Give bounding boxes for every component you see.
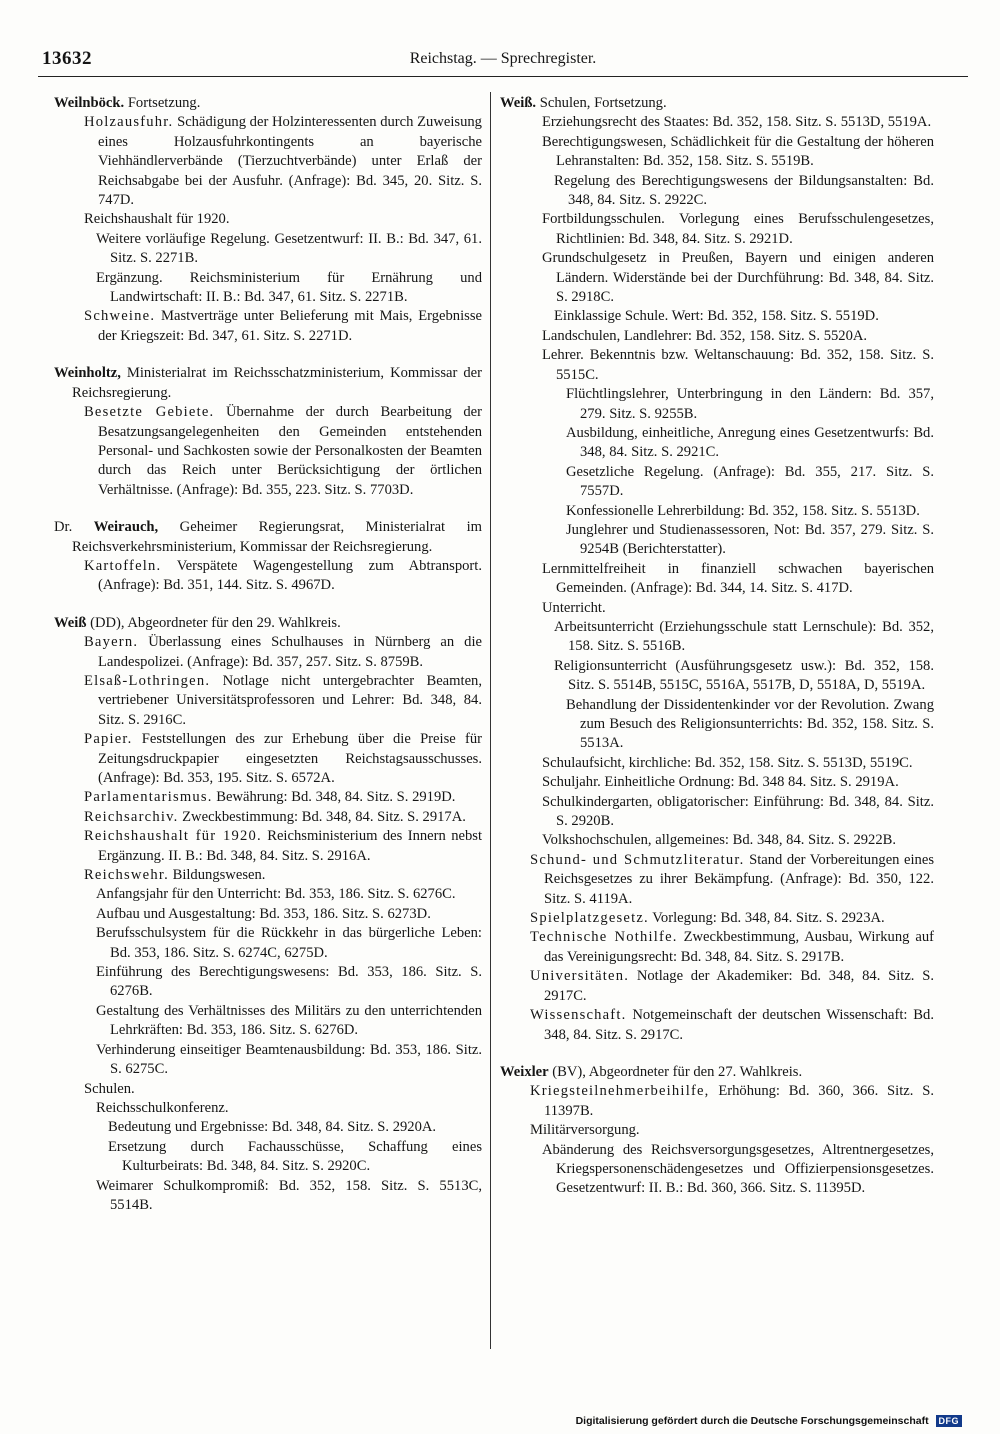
page-number: 13632: [42, 48, 92, 69]
subentry: Junglehrer und Studienassessoren, Not: Bd. 357, 279. Sitz. S. 9254B (Berichterstatter).: [566, 521, 934, 558]
subentry: Erziehungsrecht des Staates: Bd. 352, 158. Sitz. S. 5513D, 5519A.: [542, 114, 932, 131]
subentry: Reichswehr. Bildungswesen.: [84, 867, 266, 884]
subentry: Kriegsteilnehmerbeihilfe, Erhöhung: Bd. 360, 366. Sitz. S. 11397B.: [530, 1083, 934, 1119]
subentry: Reichshaushalt für 1920.: [84, 211, 230, 228]
subentry: Unterricht.: [542, 599, 606, 616]
header-rule: [38, 76, 968, 77]
subentry: Besetzte Gebiete. Übernahme der durch Bearbeitung der Besatzungsangelegenheiten den Gemeinden entstehenden Personal- und Sachkosten sowie der Personalkosten der Beamten durch das Reich unter Berücksichtigung der örtlichen Verhältnisse. (Anfrage): Bd. 355, 223. Sitz. S. 7703D.: [84, 404, 482, 498]
footer-text: Digitalisierung gefördert durch die Deutsche Forschungsgemeinschaft: [575, 1415, 929, 1427]
subentry: Schulkindergarten, obligatorischer: Einführung: Bd. 348, 84. Sitz. S. 2920B.: [542, 793, 934, 830]
right-column: [500, 94, 934, 1199]
keyword: Reichswehr.: [84, 867, 169, 884]
entry-weiss-continued: Weiß. Schulen, Fortsetzung.: [500, 95, 667, 111]
keyword: Kartoffeln.: [84, 557, 162, 574]
keyword: Holzausfuhr.: [84, 114, 174, 131]
running-title: Reichstag. — Sprechregister.: [409, 50, 597, 67]
subentry: Schuljahr. Einheitliche Ordnung: Bd. 348 84. Sitz. S. 2919A.: [542, 774, 899, 791]
subentry: Konfessionelle Lehrerbildung: Bd. 352, 158. Sitz. S. 5513D.: [566, 502, 920, 519]
keyword: Besetzte Gebiete.: [84, 404, 215, 421]
keyword: Elsaß-Lothringen.: [84, 672, 211, 689]
subentry: Reichsschulkonferenz.: [96, 1099, 229, 1116]
entry-weinholtz: Weinholtz, Ministerialrat im Reichsschatzministerium, Kommissar der Reichsregierung.: [54, 365, 482, 401]
subentry: Arbeitsunterricht (Erziehungsschule statt Lernschule): Bd. 352, 158. Sitz. S. 5516B.: [554, 618, 934, 655]
subentry: Schund- und Schmutzliteratur. Stand der Vorbereitungen eines Reichsgesetzes zu ihrer Bekämpfung. (Anfrage): Bd. 350, 122. Sitz. S. 4119A.: [530, 851, 935, 907]
subentry: Spielplatzgesetz. Vorlegung: Bd. 348, 84. Sitz. S. 2923A.: [530, 910, 885, 927]
subentry: Anfangsjahr für den Unterricht: Bd. 353, 186. Sitz. S. 6276C.: [96, 886, 456, 903]
keyword: Bayern.: [84, 634, 139, 651]
subentry: Aufbau und Ausgestaltung: Bd. 353, 186. Sitz. S. 6273D.: [96, 905, 431, 922]
entry-weirauch: Dr. Weirauch, Geheimer Regierungsrat, Ministerialrat im Reichsverkehrsministerium, Kommissar der Reichsregierung.: [54, 519, 482, 555]
subentry: Militärversorgung.: [530, 1122, 640, 1139]
subentry: Papier. Feststellungen des zur Erhebung über die Preise für Zeitungsdruckpapier eingesetzten Reichstagsausschusses. (Anfrage): Bd. 353, 195. Sitz. S. 6572A.: [84, 731, 482, 786]
subentry: Kartoffeln. Verspätete Wagengestellung zum Abtransport. (Anfrage): Bd. 351, 144. Sitz. S. 4967D.: [84, 557, 482, 594]
subentry: Weitere vorläufige Regelung. Gesetzentwurf: II. B.: Bd. 347, 61. Sitz. S. 2271B.: [96, 230, 482, 267]
subentry: Landschulen, Landlehrer: Bd. 352, 158. Sitz. S. 5520A.: [542, 327, 868, 344]
subentry: Grundschulgesetz in Preußen, Bayern und einigen anderen Ländern. Widerstände bei der Durchführung: Bd. 348, 84. Sitz. S. 2918C.: [542, 250, 934, 306]
entry-name: Weiß: [54, 614, 87, 631]
subentry: Holzausfuhr. Schädigung der Holzinteressenten durch Zuweisung eines Holzausfuhrkontingents an bayerische Viehhändlerverbände (Tierzuchtverbände) unter Erlaß der Reichsabgabe bei der Ausfuhr. (Anfrage): Bd. 345, 20. Sitz. S. 747D.: [84, 114, 482, 209]
entry-weiss: Weiß (DD), Abgeordneter für den 29. Wahlkreis.: [54, 614, 341, 631]
subentry: Technische Nothilfe. Zweckbestimmung, Ausbau, Wirkung auf das Vereinigungsrecht: Bd. 348, 84. Sitz. S. 2917B.: [530, 929, 934, 965]
subentry: Regelung des Berechtigungswesens der Bildungsanstalten: Bd. 348, 84. Sitz. S. 2922C.: [554, 172, 934, 209]
subentry: Bedeutung und Ergebnisse: Bd. 348, 84. Sitz. S. 2920A.: [108, 1119, 437, 1136]
subentry: Bayern. Überlassung eines Schulhauses in Nürnberg an die Landespolizei. (Anfrage): Bd. 357, 257. Sitz. S. 8759B.: [84, 634, 482, 670]
subentry: Gestaltung des Verhältnisses des Militärs zu den unterrichtenden Lehrkräften: Bd. 353, 186. Sitz. S. 6276D.: [96, 1002, 482, 1039]
subentry: Wissenschaft. Notgemeinschaft der deutschen Wissenschaft: Bd. 348, 84. Sitz. S. 2917C.: [530, 1007, 934, 1043]
entry-name: Weinholtz,: [54, 365, 121, 382]
keyword: Schund- und Schmutzliteratur.: [530, 851, 745, 868]
subentry: Schweine. Mastverträge unter Belieferung mit Mais, Ergebnisse der Kriegszeit: Bd. 347, 61. Sitz. S. 2271D.: [84, 308, 482, 344]
keyword: Schweine.: [84, 308, 156, 325]
subentry: Fortbildungsschulen. Vorlegung eines Berufsschulengesetzes, Richtlinien: Bd. 348, 84. Sitz. S. 2921D.: [542, 211, 934, 247]
entry-name: Weixler: [500, 1063, 549, 1080]
keyword: Parlamentarismus.: [84, 789, 213, 806]
entry-name: Weilnböck.: [54, 95, 125, 111]
keyword: Papier.: [84, 731, 133, 748]
subentry: Verhinderung einseitiger Beamtenausbildung: Bd. 353, 186. Sitz. S. 6275C.: [96, 1041, 482, 1078]
subentry: Abänderung des Reichsversorgungsgesetzes, Altrentnergesetzes, Kriegspersonenschädengesetzes und Offizierpensionsgesetzes. Gesetzentwurf: II. B.: Bd. 360, 366. Sitz. S. 11395D.: [542, 1141, 934, 1197]
entry-weixler: Weixler (BV), Abgeordneter für den 27. Wahlkreis.: [500, 1063, 803, 1080]
dfg-logo: DFG: [936, 1415, 963, 1427]
subentry: Universitäten. Notlage der Akademiker: Bd. 348, 84. Sitz. S. 2917C.: [530, 968, 934, 1004]
subentry: Einführung des Berechtigungswesens: Bd. 353, 186. Sitz. S. 6276B.: [96, 964, 482, 1000]
keyword: Universitäten.: [530, 968, 630, 985]
entry-weilnboeck: Weilnböck. Fortsetzung.: [54, 95, 201, 111]
keyword: Reichsarchiv.: [84, 808, 179, 825]
subentry: Religionsunterricht (Ausführungsgesetz usw.): Bd. 352, 158. Sitz. S. 5514B, 5515C, 5516A, 5517B, D, 5518A, D, 5519A.: [554, 657, 934, 694]
column-divider: [490, 92, 491, 1349]
subentry: Ausbildung, einheitliche, Anregung eines Gesetzentwurfs: Bd. 348, 84. Sitz. S. 2921C.: [566, 424, 934, 461]
subentry: Weimarer Schulkompromiß: Bd. 352, 158. Sitz. S. 5513C, 5514B.: [96, 1177, 482, 1213]
subentry: Gesetzliche Regelung. (Anfrage): Bd. 355, 217. Sitz. S. 7557D.: [566, 463, 934, 500]
subentry: Schulen.: [84, 1080, 135, 1097]
subentry: Lehrer. Bekenntnis bzw. Weltanschauung: Bd. 352, 158. Sitz. S. 5515C.: [542, 347, 934, 383]
subentry: Reichsarchiv. Zweckbestimmung: Bd. 348, 84. Sitz. S. 2917A.: [84, 808, 466, 825]
subentry: Berufsschulsystem für die Rückkehr in das bürgerliche Leben: Bd. 353, 186. Sitz. S. 6274C, 6275D.: [96, 925, 482, 961]
subentry: Elsaß-Lothringen. Notlage nicht untergebrachter Beamten, vertriebener Universitätsprofessoren und Lehrer: Bd. 348, 84. Sitz. S. 2916C.: [84, 672, 482, 728]
entry-name: Weirauch,: [93, 519, 159, 536]
subentry: Reichshaushalt für 1920. Reichsministerium des Innern nebst Ergänzung. II. B.: Bd. 348, 84. Sitz. S. 2916A.: [84, 828, 483, 864]
digitization-footer: [576, 1415, 962, 1427]
subentry: Volkshochschulen, allgemeines: Bd. 348, 84. Sitz. S. 2922B.: [542, 832, 897, 849]
keyword: Wissenschaft.: [530, 1007, 627, 1024]
subentry: Parlamentarismus. Bewährung: Bd. 348, 84. Sitz. S. 2919D.: [84, 789, 456, 806]
subentry: Behandlung der Dissidentenkinder vor der Revolution. Zwang zum Besuch des Religionsunterrichts: Bd. 352, 158. Sitz. S. 5513A.: [566, 696, 934, 752]
subentry: Schulaufsicht, kirchliche: Bd. 352, 158. Sitz. S. 5513D, 5519C.: [542, 754, 913, 771]
left-column: [54, 94, 482, 1215]
entry-name: Weiß.: [500, 95, 537, 111]
subentry: Einklassige Schule. Wert: Bd. 352, 158. Sitz. S. 5519D.: [554, 308, 879, 325]
subentry: Flüchtlingslehrer, Unterbringung in den Ländern: Bd. 357, 279. Sitz. S. 9255B.: [566, 386, 934, 422]
page-header: [38, 46, 968, 72]
subentry: Ergänzung. Reichsministerium für Ernährung und Landwirtschaft: II. B.: Bd. 347, 61. Sitz. S. 2271B.: [96, 269, 482, 306]
keyword: Kriegsteilnehmerbeihilfe,: [530, 1083, 710, 1100]
keyword: Spielplatzgesetz.: [530, 910, 649, 927]
keyword: Technische Nothilfe.: [530, 929, 678, 946]
subentry: Berechtigungswesen, Schädlichkeit für die Gestaltung der höheren Lehranstalten: Bd. 352, 158. Sitz. S. 5519B.: [542, 133, 934, 170]
keyword: Reichshaushalt für 1920.: [84, 828, 262, 845]
subentry: Ersetzung durch Fachausschüsse, Schaffung eines Kulturbeirats: Bd. 348, 84. Sitz. S. 2920C.: [108, 1138, 482, 1175]
subentry: Lernmittelfreiheit in finanziell schwachen bayerischen Gemeinden. (Anfrage): Bd. 344, 14. Sitz. S. 417D.: [542, 560, 934, 597]
